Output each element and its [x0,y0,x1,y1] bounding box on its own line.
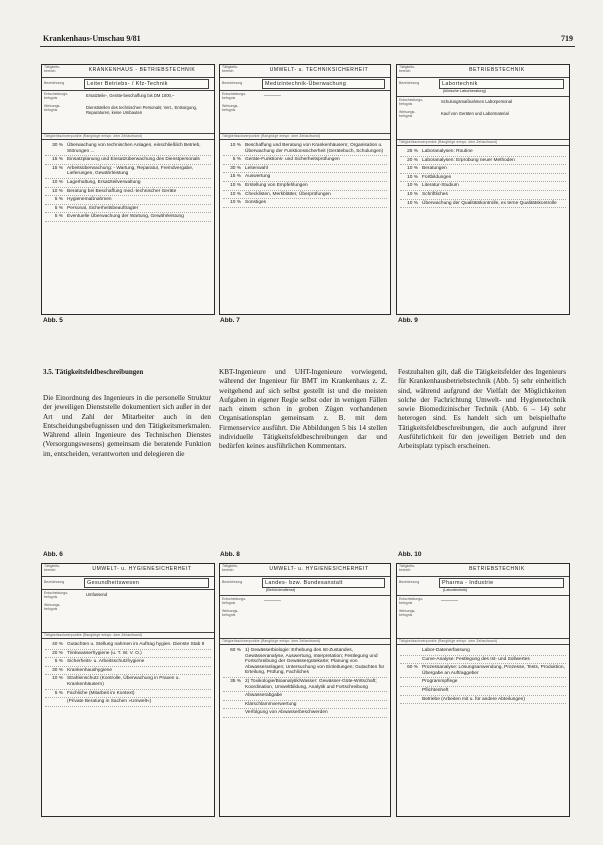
task-description: Auswertung [245,174,271,180]
designation-subtitle: (Labortechnik) [443,588,468,592]
task-percentage: 20 % [407,157,418,163]
designation-label: Bezeichnung [399,81,420,85]
decision-authority-text: Ersatzteile-, Geräte-beschaffung bis DM 1000,– [86,93,175,98]
task-percentage: 10 % [407,166,418,172]
designation-field: Gesundheitswesen [84,578,209,588]
task-item [45,142,211,156]
caption-abb7: Abb. 7 [220,317,240,324]
task-item [45,213,211,222]
section-heading: 3.5. Tätigkeitsfeldbeschreibungen [43,368,144,376]
task-percentage [400,688,422,694]
designation-label: Bezeichnung [399,580,420,584]
task-percentage: 20 % [52,650,63,656]
task-description: (Private Beratung in Sachen »Umwelt«) [67,699,152,705]
task-percentage [45,699,67,705]
task-item [400,200,566,209]
task-percentage: 5 % [54,214,63,220]
activity-card-abb7 [219,64,391,315]
task-percentage: 30 % [52,667,63,673]
tasks-heading: Tätigkeitsschwerpunkte (Rangfolge entspr. dem Zeitaufwand) [222,134,321,138]
task-item [45,650,211,659]
task-description: Eventuelle Überwachung der Wartung, Gewährleistung [67,214,184,220]
decision-authority-text: ———— [264,93,281,98]
task-description: Gutachten u. Stellung nahmen im Auftrag hygien. Dienste Stab 9 [67,642,205,647]
task-percentage: 10 % [52,179,63,185]
decision-authority-label: Entscheidungs- befugnis [44,92,69,100]
task-item [400,165,566,174]
activity-card-abb5 [41,64,215,315]
card-area-label: Tätigkeits- bereich [222,564,239,572]
task-item [45,179,211,188]
caption-abb6: Abb. 6 [43,551,63,558]
task-item [45,675,211,689]
caption-abb10: Abb. 10 [398,551,422,558]
tasks-heading: Tätigkeitsschwerpunkte (Rangfolge entspr. dem Zeitaufwand) [44,633,143,637]
task-description: Beratung bei Beschaffung med.-technischer Geräte [67,188,177,194]
task-percentage: 30 % [230,165,241,171]
task-description: Verfolgung von Abwasserbeschwerden [245,710,328,716]
card-area-label: Tätigkeits- bereich [44,564,61,572]
activity-card-abb10 [396,563,570,817]
task-description: Fortbildungen [422,174,452,180]
task-description: 1) Gewässerbiologie: Erhebung des Ist-Zustandes, Gewässeranalyse, Auswertung, Interpretation; Festlegung und Fortschreibung der Gewässergütekarte; Planung von Abwasseranlagen; Untersuchung von Einleitungen; Gutachten für Erteilung, Prüfung, Fachliches [245,648,385,676]
tasks-heading: Tätigkeitsschwerpunkte (Rangfolge entspr. dem Zeitaufwand) [44,134,143,138]
caption-abb8: Abb. 8 [220,551,240,558]
task-description: Lagerhaltung, Ersatzteilverwaltung [67,179,141,185]
task-description: Beratungen [422,166,447,172]
task-percentage: 15 % [230,174,241,180]
task-percentage [223,693,245,699]
task-item [223,165,387,174]
task-item [45,641,211,650]
task-item [400,647,566,656]
task-percentage: 5 % [54,659,63,665]
task-item [45,205,211,214]
task-list [400,148,566,208]
decision-authority-text: Umfassend [86,592,108,597]
task-item [223,678,387,692]
task-item [223,156,387,165]
task-item [223,647,387,678]
task-item [400,174,566,183]
task-percentage: 10 % [407,183,418,189]
decision-authority-text: ———— [441,598,458,603]
task-percentage [223,710,245,716]
card-category: BETRIEBSTECHNIK [469,67,525,73]
task-percentage [223,702,245,708]
designation-field: Labortechnik [439,79,564,89]
card-category: UMWELT- u. HYGIENESICHERHEIT [269,566,369,572]
task-list [223,647,387,718]
caption-abb9: Abb. 9 [398,317,418,324]
task-item [45,188,211,197]
task-description: Geräte-Funktions- und Sicherheitsprüfungen [245,157,340,163]
decision-authority-text: ———— [264,598,281,603]
task-description: Krankenhaushygiene [67,667,113,673]
task-description: Abwasserabgabe [245,693,283,699]
task-percentage: 5 % [232,157,241,163]
task-description: Laboranalysen: Routine [422,149,473,154]
task-item [223,142,387,156]
task-percentage: 15 % [52,165,63,171]
task-description: Einsatzplanung und Einsatzüberwachung des Dienstpersonals [67,157,200,163]
task-percentage [400,657,422,663]
instruction-authority-label: Weisungs- befugnis [44,104,61,112]
task-list [223,142,387,208]
task-description: Trinkwasserhygiene (u. T. W. V. O.) [67,650,142,656]
task-percentage: 10 % [230,191,241,197]
tasks-heading: Tätigkeitsschwerpunkte (Rangfolge entspr. dem Zeitaufwand) [399,639,498,643]
task-description: Sonstiges [245,200,267,206]
designation-subtitle: (klinische Laborberatung) [443,89,486,93]
card-area-label: Tätigkeits- bereich [399,65,416,73]
task-item [400,678,566,687]
activity-card-abb6 [41,563,215,817]
task-percentage: 35 % [230,678,241,684]
task-description: Programmpflege [422,679,458,685]
card-area-label: Tätigkeits- bereich [399,564,416,572]
task-description: Betriebe (Arbeiten mit u. für andere Abteilungen) [422,696,525,702]
task-item [400,191,566,200]
task-description: Prozessanalyse: Lösungsanwendung, Prozesse, Tests, Produktion, Übergabe an Auftraggeber [422,665,565,676]
task-percentage [400,697,422,703]
instruction-authority-label: Weisungs- befugnis [44,603,61,611]
task-percentage: 30 % [52,143,63,148]
task-percentage: 10 % [407,191,418,197]
instruction-authority-label: Weisungs- befugnis [222,609,239,617]
activity-card-abb9 [396,64,570,315]
task-description: Fachliche (Mitarbeit im Kontext) [67,690,135,696]
card-area-label: Tätigkeits- bereich [44,65,61,73]
task-item [223,199,387,208]
task-percentage: 10 % [230,143,241,148]
task-description: Labor-Datenerfassung [422,648,470,653]
instruction-authority-label: Weisungs- befugnis [399,110,416,118]
task-description: Klärschlammverwertung [245,701,297,707]
running-title: Krankenhaus-Umschau 9/81 [43,34,141,43]
task-percentage: 40 % [52,642,63,647]
task-list [45,641,211,707]
page-number: 719 [561,34,573,43]
caption-abb5: Abb. 5 [43,317,63,324]
task-item [223,182,387,191]
designation-label: Bezeichnung [222,580,243,584]
task-item [400,656,566,665]
card-category: UMWELT- u. HYGIENESICHERHEIT [92,566,192,572]
task-list [400,647,566,704]
task-description: Schriftliches [422,191,448,197]
task-item [45,165,211,179]
instruction-authority-label: Weisungs- befugnis [399,609,416,617]
task-percentage: 10 % [52,676,63,682]
card-category: KRANKENHAUS - BETRIEBSTECHNIK [88,67,196,73]
task-percentage: 5 % [54,690,63,696]
task-item [45,196,211,205]
decision-authority-label: Entscheidungs- befugnis [44,591,69,599]
designation-label: Bezeichnung [222,81,243,85]
task-percentage: 10 % [230,200,241,206]
task-item [223,701,387,710]
task-item [223,191,387,200]
body-column-3: Festzuhalten gilt, daß die Tätigkeitsfelder des Ingenieurs für Krankenhausbetriebstechnik (Abb. 5) sehr einheitlich sind, während aufgrund der Vielfalt der Möglichkeiten solche der Fachrichtung Umwelt- und Hygienetechnik sowie Biomedizinischer Technik (Abb. 6 – 14) sehr heterogen sind. Es handelt sich um beispielhafte Tätigkeitsfeldbeschreibungen, die auch aufgrund ihrer Ausführlichkeit für den jeweiligen Betrieb und den Arbeitsplatz typisch erscheinen. [398,368,566,451]
designation-field: Pharma - Industrie [439,578,564,588]
task-percentage: 10 % [230,182,241,188]
task-percentage [400,648,422,654]
task-item [45,698,211,707]
task-item [45,658,211,667]
task-item [45,690,211,699]
task-item [400,687,566,696]
task-item [400,696,566,705]
decision-authority-text: Schulungsmaßnahmen Laborpersonal [441,99,512,104]
decision-authority-label: Entscheidungs- befugnis [399,597,424,605]
task-description: 2) Toxikologie/Bioanalytik/Wasser: Gewässer-Güte-Wirtschaft; Koordination, Umweltbildung, Analytik und Fortschreibung [245,678,377,690]
activity-card-abb8 [219,563,391,817]
task-percentage: 10 % [407,174,418,180]
task-percentage: 60 % [407,665,418,671]
task-item [45,667,211,676]
decision-authority-label: Entscheidungs- befugnis [222,597,247,605]
instruction-authority-label: Weisungs- befugnis [222,104,239,112]
task-description: Sicherheits- u. Arbeitsschutzhygiene [67,659,145,665]
task-item [223,692,387,701]
tasks-heading: Tätigkeitsschwerpunkte (Rangfolge entspr. dem Zeitaufwand) [222,639,321,643]
designation-field: Landes- bzw. Bundesanstalt [262,578,385,588]
decision-authority-label: Entscheidungs- befugnis [399,98,424,106]
body-column-1: Die Einordnung des Ingenieurs in die personelle Struktur der jeweiligen Dienststelle dokumentiert sich außer in der Art und Zahl der Mitarbeiter auch in den Entscheidungsbefugnissen und den Tätigkeitsmerkmalen. Während allein Ingenieure des Technischen Dienstes (Versorgungswesens) gemeinsam die beratende Funktion im, entscheiden, verantworten und delegieren die [43,394,211,458]
task-item [400,157,566,166]
task-item [400,148,566,157]
header-rule [40,46,575,47]
task-percentage: 15 % [52,157,63,163]
task-description: Strahlenschutz (Kontrolle, Überwachung in Praxen u. Krankenhäusern) [67,676,180,687]
task-percentage: 10 % [52,188,63,194]
task-description: Curve-Analyse: Festlegung des Ist- und Sollwertes [422,656,530,662]
task-description: Beschaffung und Beratung von Krankenhäusern; Organisation u. Überwachung der Funktionssicherheit (Gerätebuch, Schulungen) [245,143,384,154]
task-item [223,173,387,182]
task-description: Checklisten, Merkblätter, Überprüfungen [245,191,331,197]
task-description: Pflichtenheft [422,687,449,693]
task-description: Hygienemaßnahmen [67,197,112,203]
card-category: UMWELT- u. TECHNIKSICHERHEIT [269,67,369,73]
task-description: Überwachung der Qualitätskontrolle, ex terne Qualitätskontrolle [422,200,557,206]
task-description: Überwachung von technischen Anlagen, einschließlich Betrieb, Störungen ... [67,143,201,154]
designation-label: Bezeichnung [44,81,65,85]
task-description: Personal, Sicherheitsbeauftragter [67,205,139,211]
tasks-heading: Tätigkeitsschwerpunkte (Rangfolge entspr. dem Zeitaufwand) [399,140,498,144]
designation-field: Medizintechnik-Überwachung [262,79,385,89]
designation-subtitle: (Behördendienst) [266,588,296,592]
task-description: Laboranalysen: Erprobung neuer Methoden [422,157,515,163]
task-item [400,182,566,191]
task-list [45,142,211,222]
task-percentage: 5 % [54,205,63,211]
task-description: Literatur-Studium [422,183,459,189]
decision-authority-label: Entscheidungs- befugnis [222,92,247,100]
designation-label: Bezeichnung [44,580,65,584]
task-percentage: 10 % [407,200,418,206]
task-description: Arbeitsüberwachung: - Wartung, Reparatur, Fremdvergabe, Lieferungen, Gewährleistung [67,165,194,177]
card-category: BETRIEBSTECHNIK [469,566,525,572]
instruction-authority-text: Kauf von Geräten und Labormaterial [441,111,509,116]
task-description: Erstellung von Empfehlungen [245,182,308,188]
designation-field: Leiter Betriebs- / Kfz-Technik [84,79,209,89]
task-item [400,664,566,678]
task-item [45,156,211,165]
task-percentage: 60 % [230,648,241,653]
body-column-2: KBT-Ingenieure und UHT-Ingenieure vorwiegend, während der Ingenieur für BMT im Krankenhaus z. Z. weitgehend auf sich selbst gestellt ist und die meisten Aufgaben in eigener Regie selbst oder in wenigen Fällen nach einem schon in groben Zügen vorhandenen Organisationsplan gemeinsam z. B. mit dem Firmenservice ausführt. Die Abbildungen 5 bis 14 stellen individuelle Tätigkeitsfeldbeschreibungen dar und bedürfen keines ausführlichen Kommentars. [219,368,387,451]
task-percentage: 5 % [54,197,63,203]
card-area-label: Tätigkeits- bereich [222,65,239,73]
task-description: Leitenwahl [245,165,268,171]
task-item [223,709,387,718]
instruction-authority-text: Dienststellen des technischen Personals; Vert., Entsorgung, Reparaturen, keine Umbauten [86,105,198,115]
task-percentage: 25 % [407,149,418,154]
task-percentage [400,679,422,685]
